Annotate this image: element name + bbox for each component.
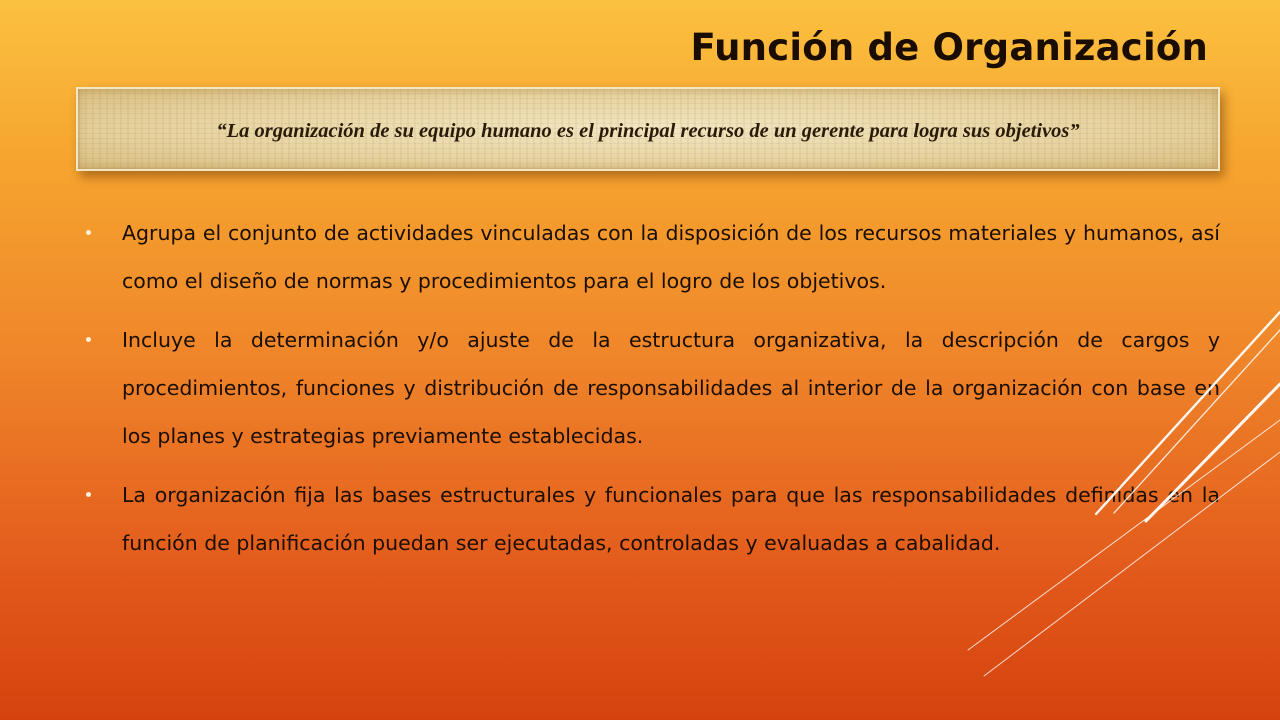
- bullet-dot-icon: [86, 337, 91, 342]
- bullet-item-3: [82, 471, 1220, 567]
- bullet-text-1: Agrupa el conjunto de actividades vinculadas con la disposición de los recursos materiales y humanos, así como el diseño de normas y procedimientos para el logro de los objetivos.: [122, 221, 1220, 293]
- bullet-dot-icon: [86, 230, 91, 235]
- bullet-text-2: Incluye la determinación y/o ajuste de la estructura organizativa, la descripción de cargos y procedimientos, funciones y distribución de responsabilidades al interior de la organización con base en los planes y estrategias previamente establecidas.: [122, 328, 1220, 448]
- bullet-list: [82, 209, 1220, 567]
- bullet-item-2: [82, 316, 1220, 460]
- bullet-item-1: [82, 209, 1220, 305]
- quote-banner: [76, 87, 1220, 171]
- slide-title: Función de Organización: [690, 26, 1208, 69]
- bullet-dot-icon: [86, 492, 91, 497]
- bullet-text-3: La organización fija las bases estructurales y funcionales para que las responsabilidades definidas en la función de planificación puedan ser ejecutadas, controladas y evaluadas a cabalidad.: [122, 483, 1220, 555]
- quote-text: “La organización de su equipo humano es el principal recurso de un gerente para logra sus objetivos”: [216, 119, 1080, 142]
